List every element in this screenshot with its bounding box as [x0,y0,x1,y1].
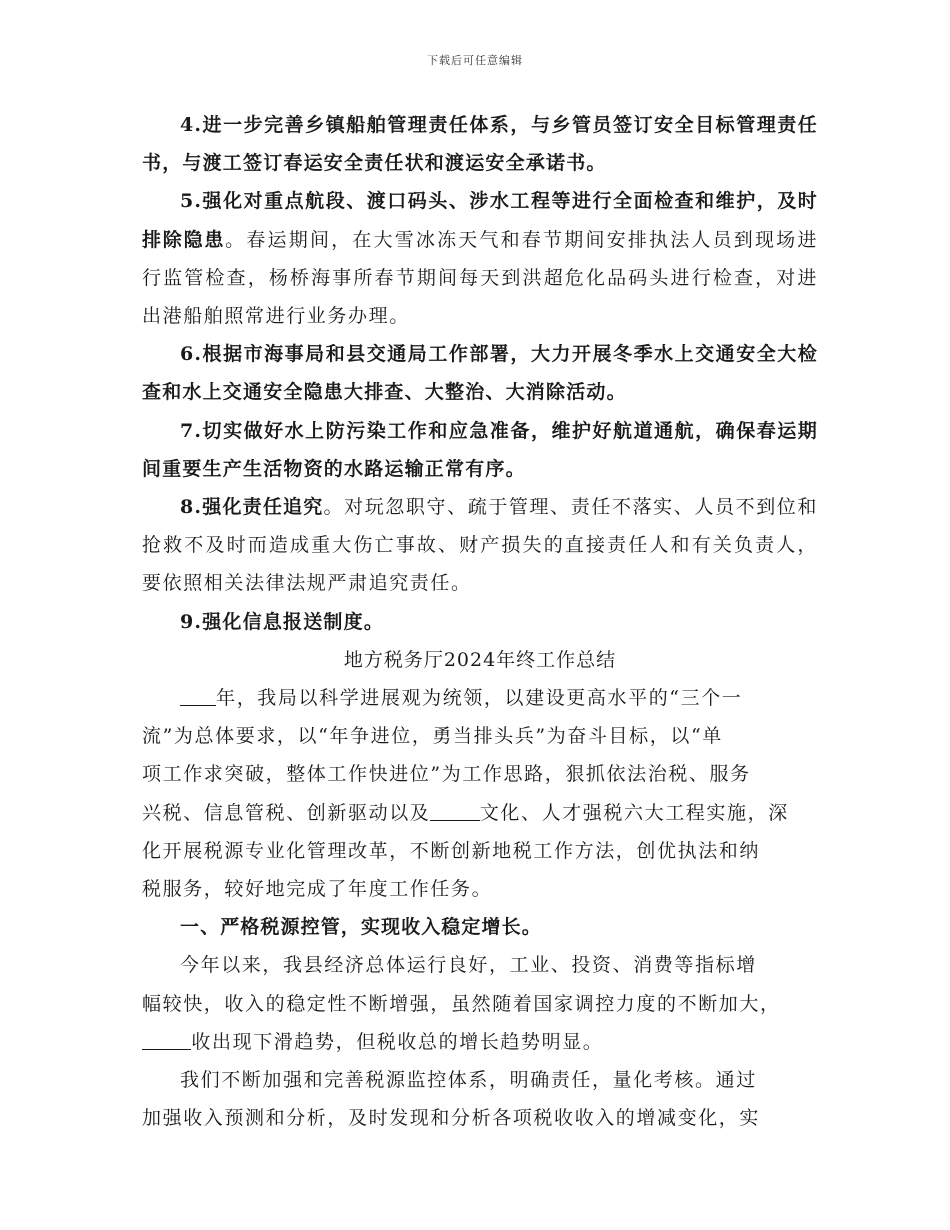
intro-text-4: 兴税、信息管税、创新驱动以及 [142,801,431,824]
intro-line-2: 流”为总体要求，以“年争进位，勇当排头兵”为奋斗目标，以“单 [142,725,723,748]
section-para-1-text-3: 收出现下滑趋势，但税收总的增长趋势明显。 [191,1030,604,1053]
intro-line-3: 项工作求突破，整体工作快进位”为工作思路，狠抓依法治税、服务 [142,763,751,786]
section-para-2-line-2: 加强收入预测和分析，及时发现和分析各项税收收入的增减变化，实 [142,1107,761,1130]
intro-text-5: 文化、人才强税六大工程实施，深 [479,801,789,824]
section-para-1-line-3 [142,1023,818,1061]
intro-text-1: 年，我局以科学进展观为统领，以建设更高水平的“三个一 [216,687,743,710]
list-item-7 [142,412,818,488]
section-para-1-line-1: 今年以来，我县经济总体运行良好，工业、投资、消费等指标增 [180,954,757,977]
list-item-5-bold: 5.强化对重点航段、渡口码头、涉水工程等进行全面检查和维护，及时排除隐患 [142,190,818,251]
list-item-8 [142,488,818,603]
blank-underline [180,686,216,706]
document-body [142,106,818,1137]
intro-line-6: 化开展税源专业化管理改革，不断创新地税工作方法，创优执法和纳 [142,839,761,862]
list-item-6 [142,335,818,411]
list-item-5-text: 。春运期间，在大雪冰冻天气和春节期间安排执法人员到现场进行监管检查，杨桥海事所春节期间每天到洪超危化品码头进行检查，对进出港船舶照常进行业务办理。 [142,228,818,328]
section-para-1-line-2: 幅较快，收入的稳定性不断增强，虽然随着国家调控力度的不断加大， [142,992,781,1015]
intro-line-4 [142,794,818,832]
list-item-8-bold: 8.强化责任追究 [180,496,324,519]
page-header: 下载后可任意编辑 [427,54,523,67]
list-item-9-bold: 9.强化信息报送制度。 [180,610,385,633]
list-item-4-bold: 4.进一步完善乡镇船舶管理责任体系，与乡管员签订安全目标管理责任书，与渡工签订春运安全责任状和渡运安全承诺书。 [142,114,818,175]
section-para-2-line-1: 我们不断加强和完善税源监控体系，明确责任，量化考核。通过 [180,1069,757,1092]
intro-line-7: 税服务，较好地完成了年度工作任务。 [142,878,493,901]
list-item-7-bold: 7.切实做好水上防污染工作和应急准备，维护好航道通航，确保春运期间重要生产生活物资的水路运输正常有序。 [142,419,818,480]
list-item-5 [142,182,818,335]
list-item-4 [142,106,818,182]
section-heading: 一、严格税源控管，实现收入稳定增长。 [180,916,542,939]
list-item-9 [142,603,818,641]
list-item-6-bold: 6.根据市海事局和县交通局工作部署，大力开展冬季水上交通安全大检查和水上交通安全隐患大排查、大整治、大消除活动。 [142,343,818,404]
blank-underline [430,801,479,821]
intro-line-1 [142,679,818,717]
document-title: 地方税务厅2024年终工作总结 [343,648,617,671]
list-item-8-text: 。对玩忽职守、疏于管理、责任不落实、人员不到位和抢救不及时而造成重大伤亡事故、财产损失的直接责任人和有关负责人，要依照相关法律法规严肃追究责任。 [142,496,819,595]
blank-underline [142,1030,191,1050]
